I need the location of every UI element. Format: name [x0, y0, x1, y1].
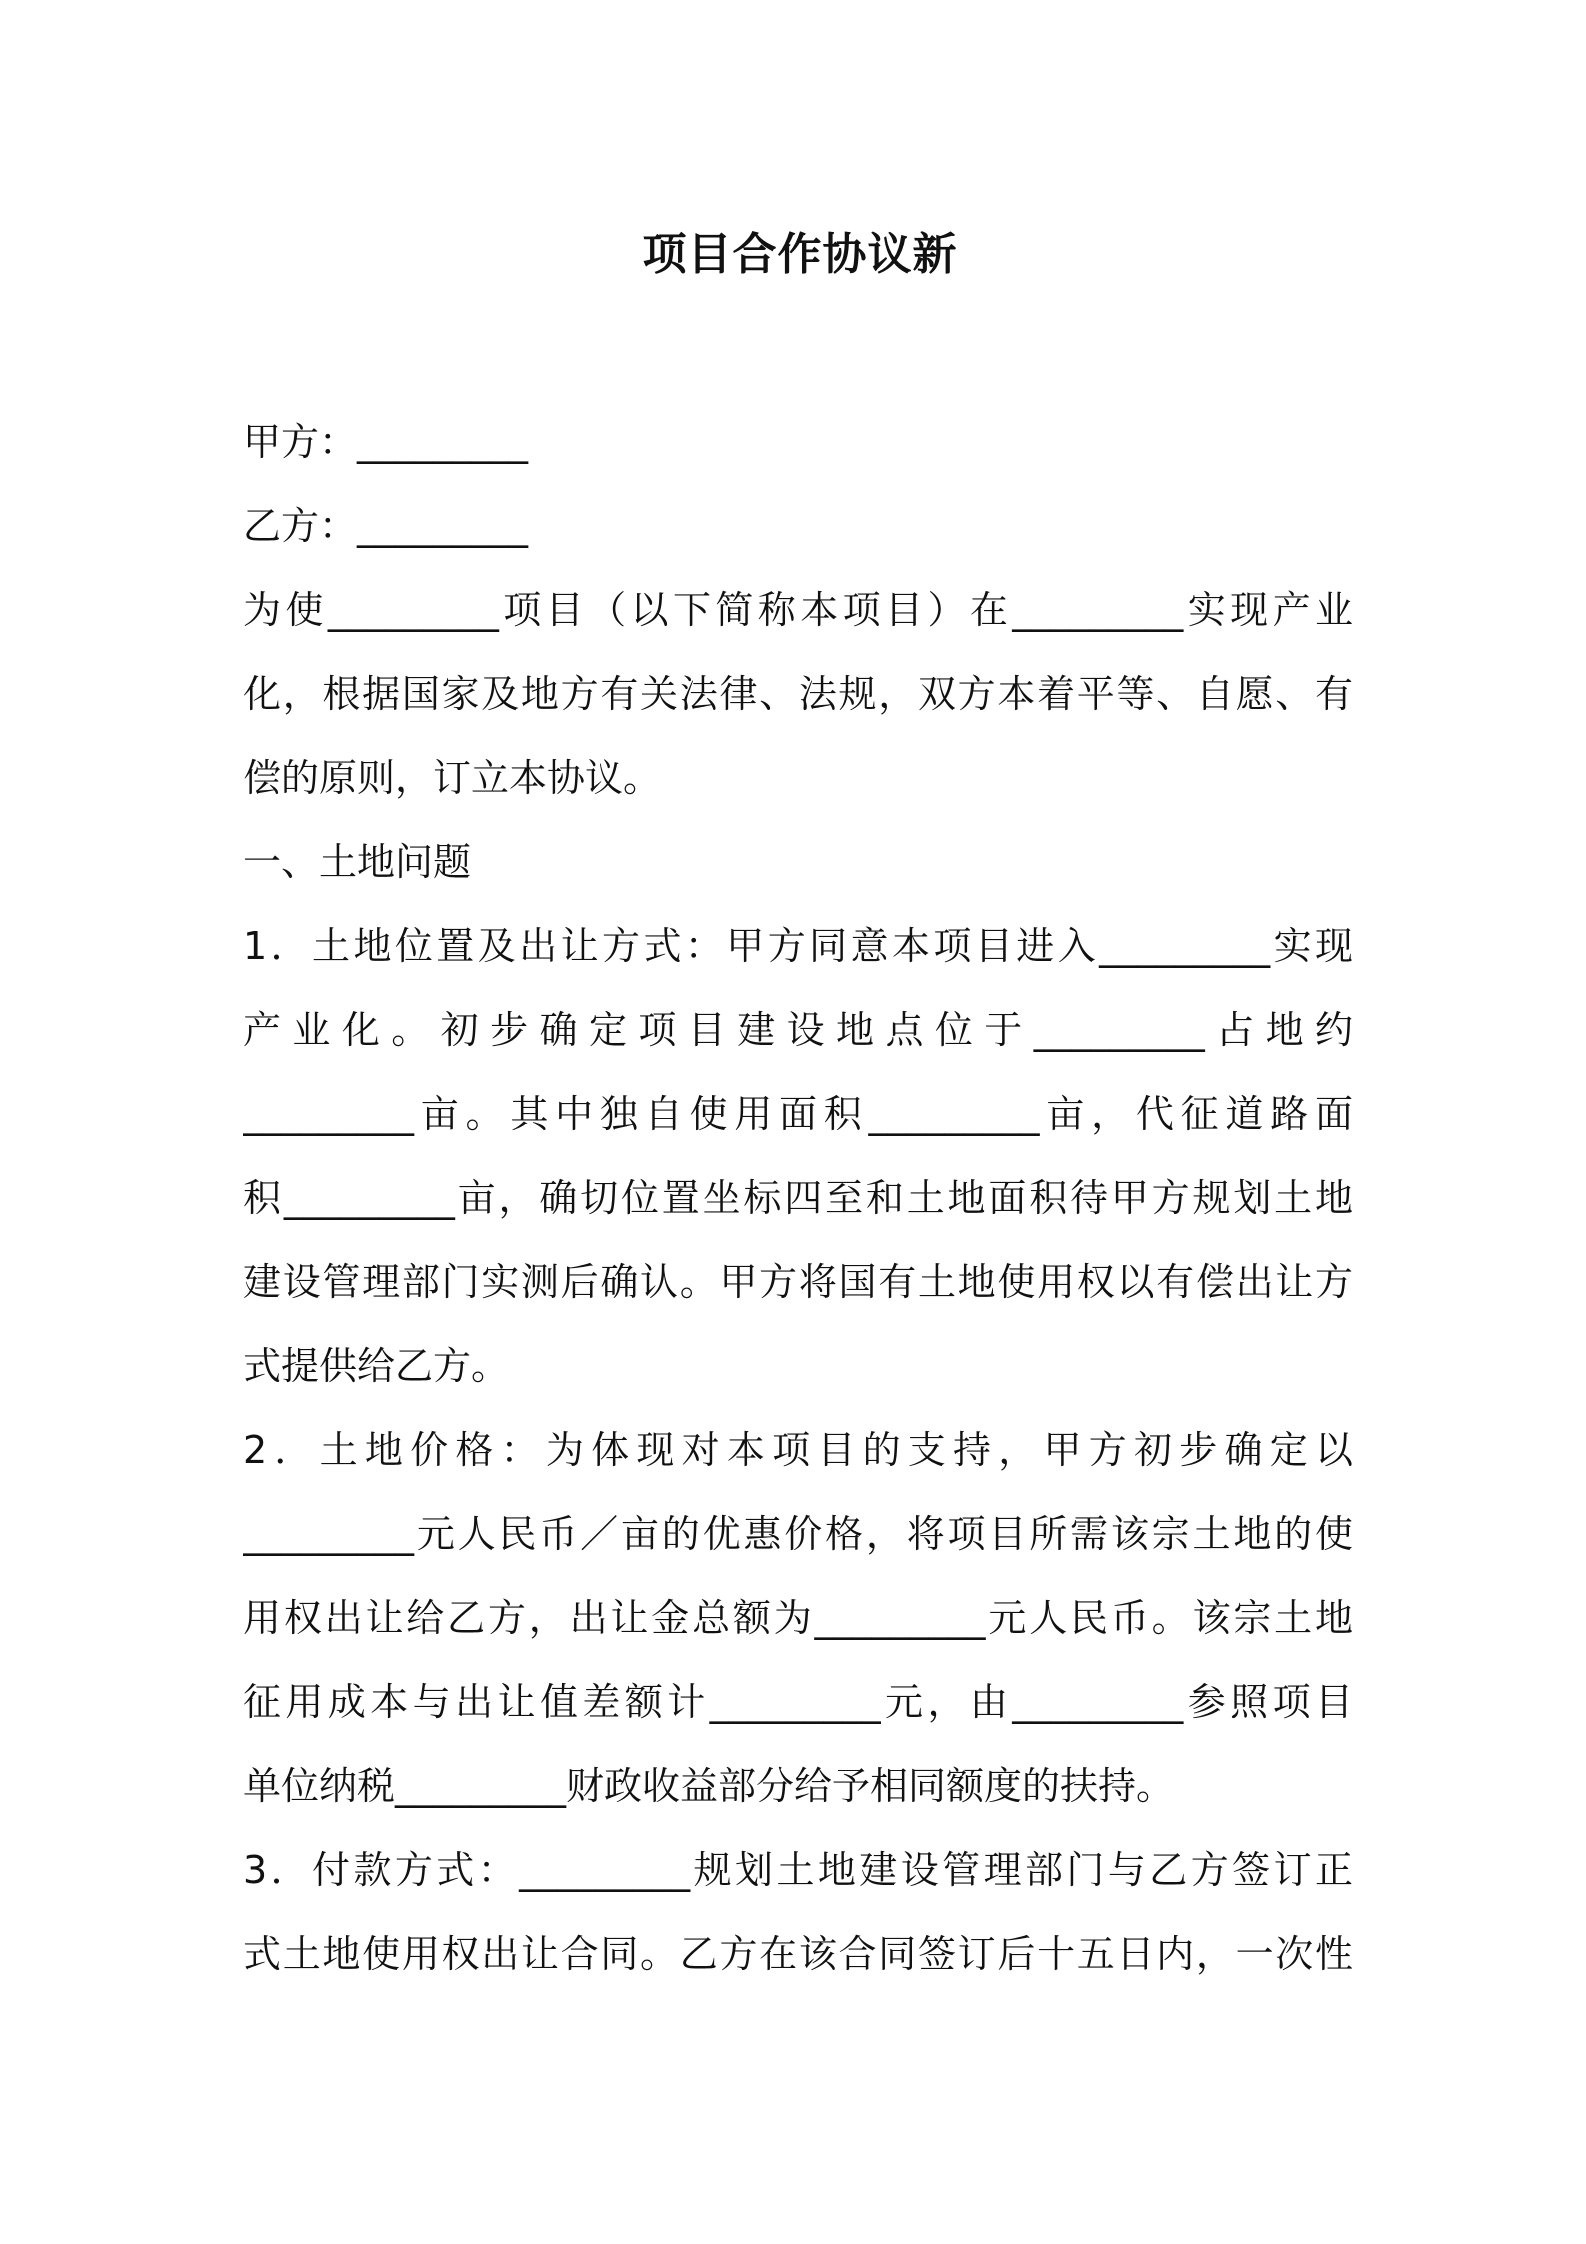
paragraph-line: 化，根据国家及地方有关法律、法规，双方本着平等、自愿、有 [243, 672, 1353, 716]
paragraph-line: 3．付款方式：_________规划土地建设管理部门与乙方签订正 [243, 1848, 1353, 1892]
document-title: 项目合作协议新 [642, 229, 958, 280]
paragraph-line: 单位纳税_________财政收益部分给予相同额度的扶持。 [243, 1764, 1175, 1808]
paragraph-line: 积_________亩，确切位置坐标四至和土地面积待甲方规划土地 [243, 1176, 1353, 1220]
paragraph-line: 偿的原则，订立本协议。 [243, 756, 662, 800]
party-b-line: 乙方：_________ [243, 504, 529, 548]
paragraph-line: 建设管理部门实测后确认。甲方将国有土地使用权以有偿出让方 [243, 1260, 1353, 1304]
paragraph-line: 用权出让给乙方，出让金总额为_________元人民币。该宗土地 [243, 1596, 1353, 1640]
section-heading: 一、土地问题 [243, 840, 472, 884]
paragraph-line: 2．土地价格：为体现对本项目的支持，甲方初步确定以 [243, 1428, 1353, 1472]
paragraph-line: _________元人民币／亩的优惠价格，将项目所需该宗土地的使 [243, 1512, 1353, 1556]
paragraph-line: 征用成本与出让值差额计_________元，由_________参照项目 [243, 1680, 1353, 1724]
paragraph-line: _________亩。其中独自使用面积_________亩，代征道路面 [243, 1092, 1353, 1136]
document-body [243, 400, 1353, 1996]
party-a-line: 甲方：_________ [243, 420, 529, 464]
paragraph-line: 产业化。初步确定项目建设地点位于_________占地约 [243, 1008, 1353, 1052]
paragraph-line: 1．土地位置及出让方式：甲方同意本项目进入_________实现 [243, 924, 1353, 968]
paragraph-line: 式提供给乙方。 [243, 1344, 510, 1388]
paragraph-line: 式土地使用权出让合同。乙方在该合同签订后十五日内，一次性 [243, 1932, 1353, 1976]
paragraph-line: 为使_________项目（以下简称本项目）在_________实现产业 [243, 588, 1353, 632]
